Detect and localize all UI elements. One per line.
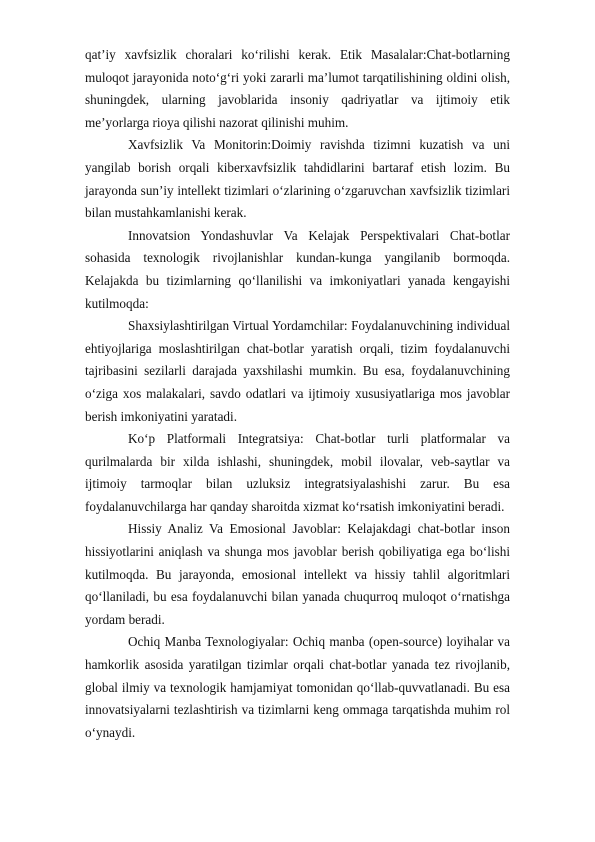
paragraph-security-monitoring: Xavfsizlik Va Monitorin:Doimiy ravishda tizimni kuzatish va uni yangilab borish orqali kiberxavfsizlik tahdidlarini bartaraf etish lozim. Bu jarayonda sun’iy intellekt tizimlari o‘zlarining o‘zgaruvchan xavfsizlik tizimlari bilan mustahkamlanishi kerak. bbox=[85, 137, 510, 221]
paragraph-ethics-continued: qat’iy xavfsizlik choralari ko‘rilishi kerak. Etik Masalalar:Chat-botlarning muloqot jarayonida noto‘g‘ri yoki zararli ma’lumot tarqatilishining oldini olish, shuningdek, ularning javoblarida insoniy qadriyatlar va ijtimoiy etik me’yorlarga rioya qilishi nazorat qilinishi muhim. bbox=[85, 47, 510, 130]
paragraph-open-source: Ochiq Manba Texnologiyalar: Ochiq manba (open-source) loyihalar va hamkorlik asosida yaratilgan tizimlar orqali chat-botlar yanada tez rivojlanib, global ilmiy va texnologik hamjamiyat tomonidan qo‘llab-quvvatlanadi. Bu esa innovatsiyalarni tezlashtirish va tizimlarni keng ommaga tarqatishda muhim rol o‘ynaydi. bbox=[85, 634, 510, 740]
document-page bbox=[85, 44, 510, 744]
paragraph-personalized-assistants: Shaxsiylashtirilgan Virtual Yordamchilar: Foydalanuvchining individual ehtiyojlariga moslashtirilgan chat-botlar yaratish orqali, tizim foydalanuvchi tajribasini sezilarli darajada yaxshilashi mumkin. Bu esa, foydalanuvchining o‘ziga xos malakalari, savdo odatlari va ijtimoiy xususiyatlariga mos javoblar berish imkoniyatini yaratadi. bbox=[85, 318, 510, 424]
paragraph-multiplatform-integration: Ko‘p Platformali Integratsiya: Chat-botlar turli platformalar va qurilmalarda bir xilda ishlashi, shuningdek, mobil ilovalar, veb-saytlar va ijtimoiy tarmoqlar bilan uzluksiz integratsiyalashishi zarur. Bu esa foydalanuvchilarga har qanday sharoitda xizmat ko‘rsatish imkoniyatini beradi. bbox=[85, 431, 510, 514]
paragraph-innovative-approaches: Innovatsion Yondashuvlar Va Kelajak Perspektivalari Chat-botlar sohasida texnologik rivojlanishlar kundan-kunga yangilanib bormoqda. Kelajakda bu tizimlarning qo‘llanilishi va imkoniyatlari yanada kengayishi kutilmoqda: bbox=[85, 227, 510, 311]
paragraph-emotional-analysis: Hissiy Analiz Va Emosional Javoblar: Kelajakdagi chat-botlar inson hissiyotlarini aniqlash va shunga mos javoblar berish qobiliyatiga ega bo‘lishi kutilmoqda. Bu jarayonda, emosional intellekt va hissiy tahlil algoritmlari qo‘llaniladi, bu esa foydalanuvchi bilan yanada chuqurroq muloqot o‘rnatishga yordam beradi. bbox=[85, 521, 510, 627]
